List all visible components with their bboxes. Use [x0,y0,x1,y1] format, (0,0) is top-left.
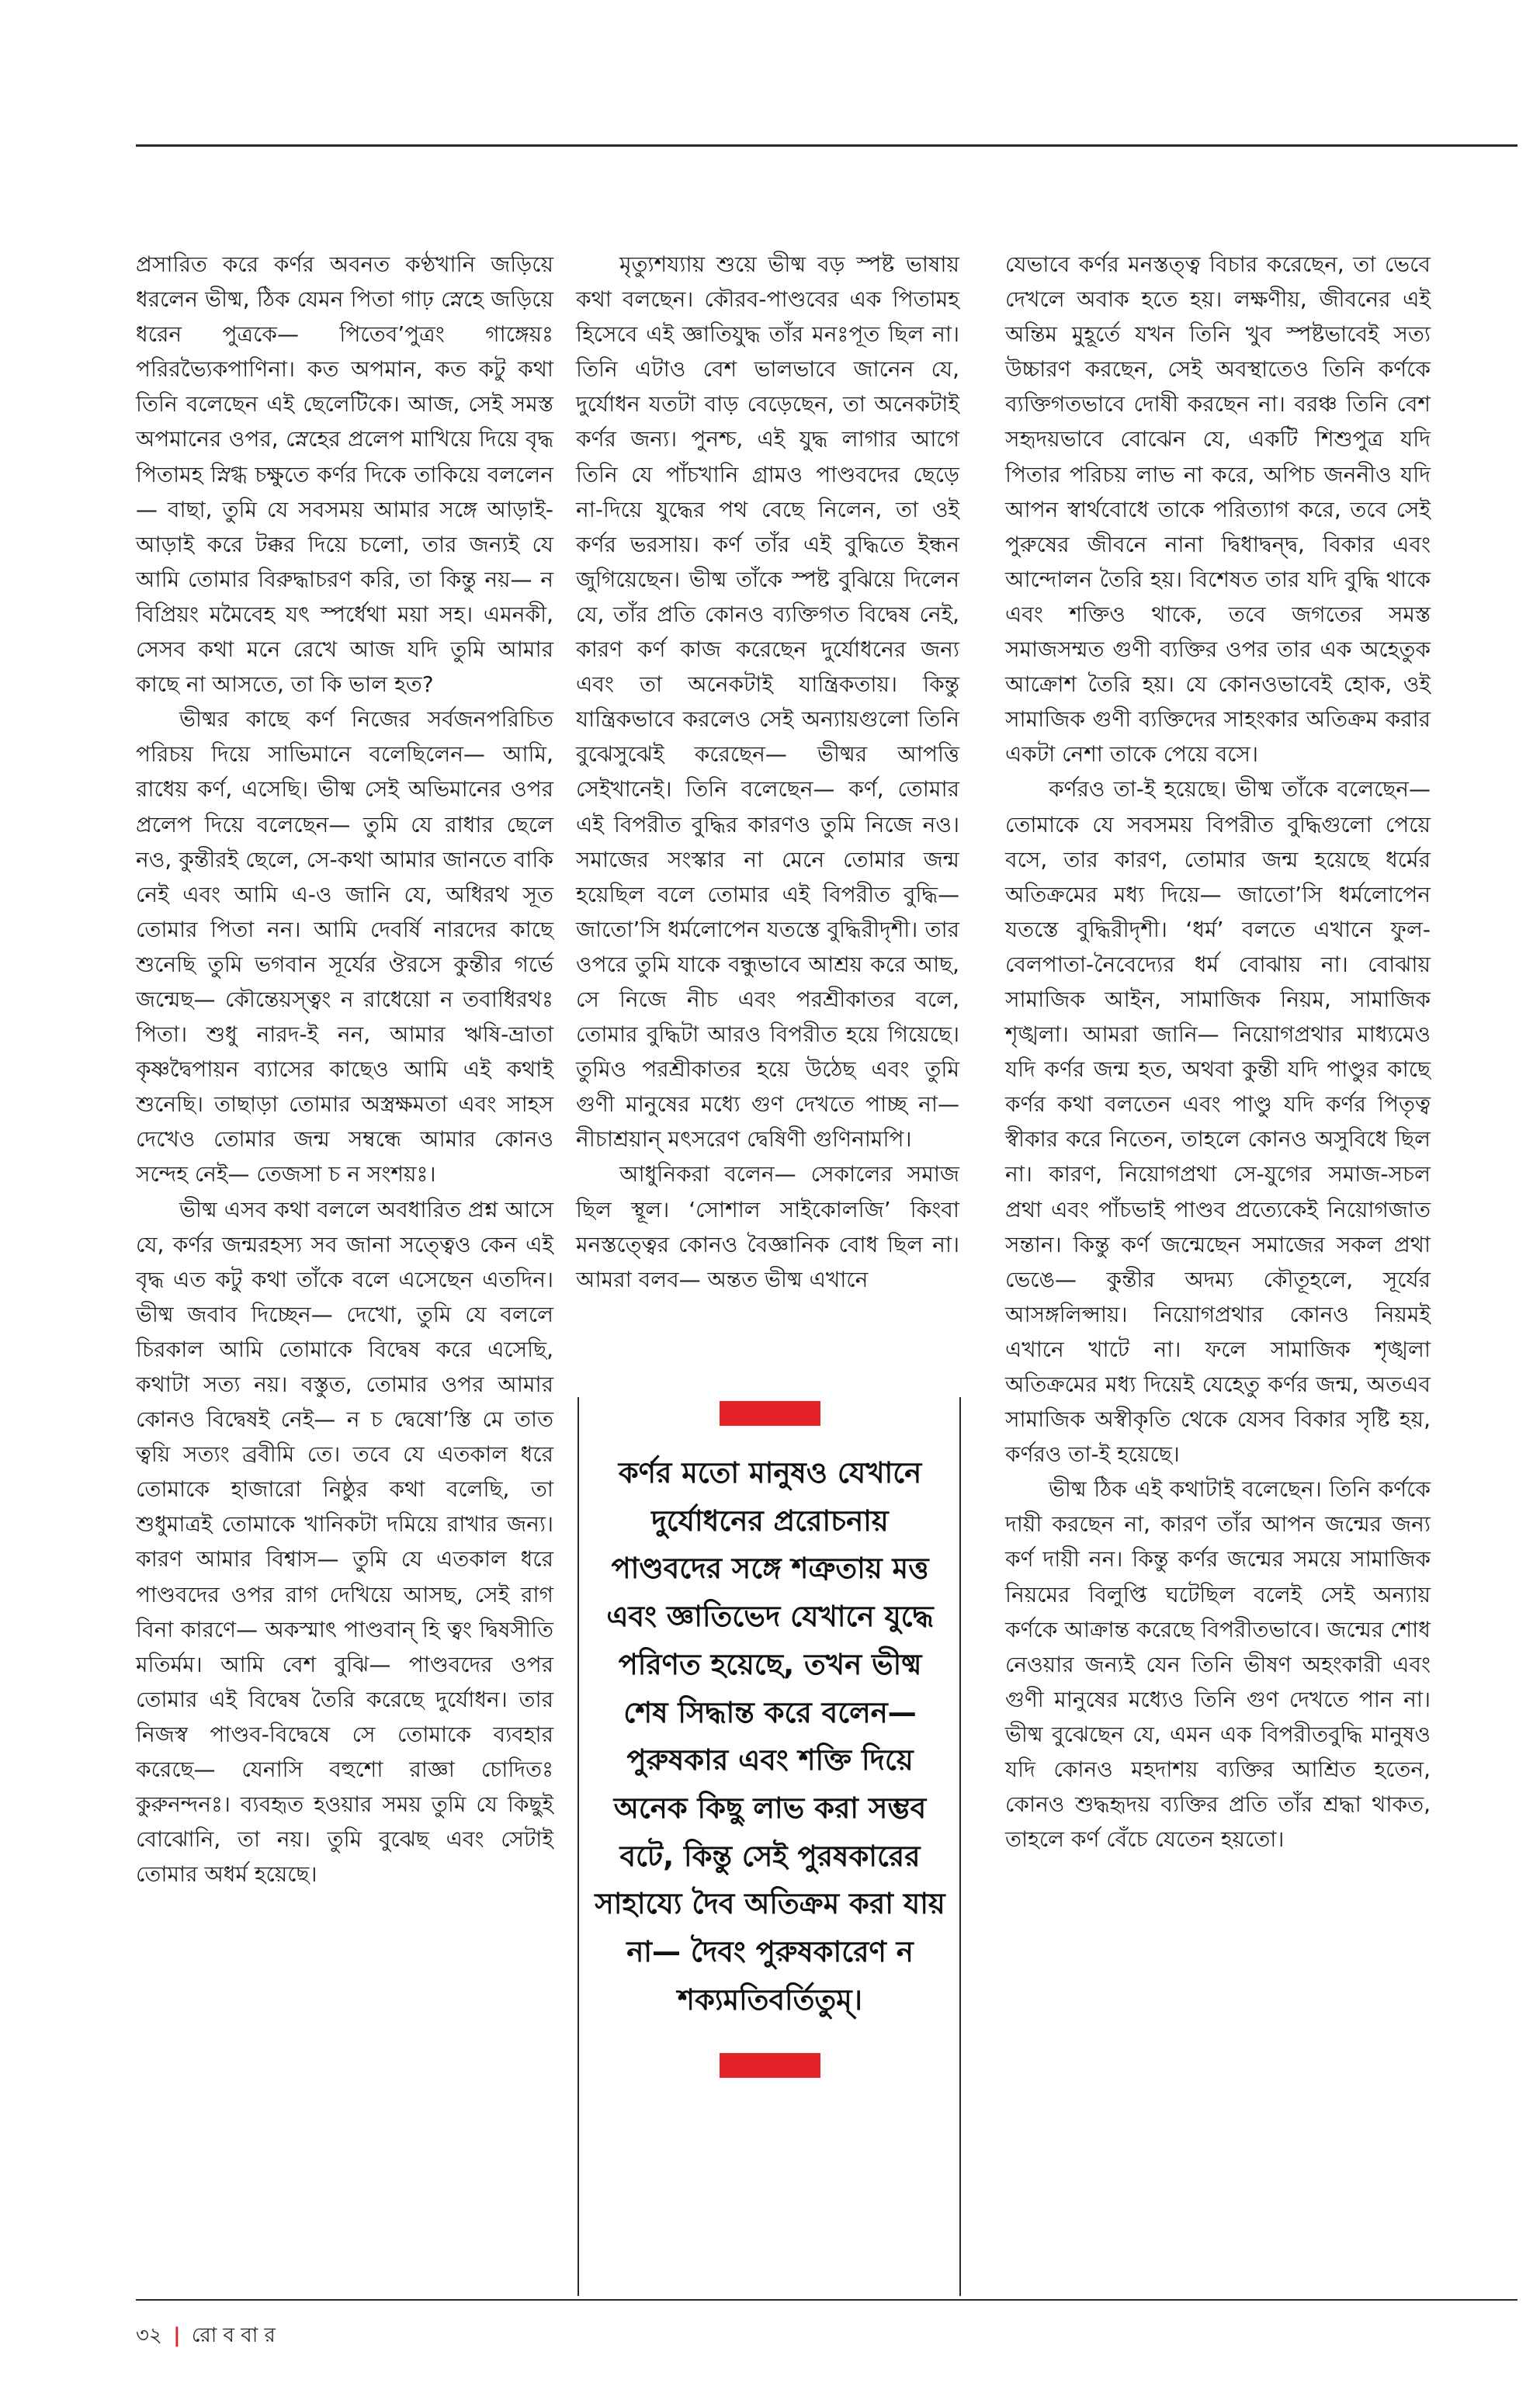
page-footer [136,2319,276,2353]
article-column-3 [1005,247,1431,1857]
magazine-name: রো ব বা র [191,2324,276,2347]
pull-quote-bottom-accent-bar [720,2053,820,2078]
folio-separator: | [173,2324,181,2347]
col3-paragraph-3: ভীষ্ম ঠিক এই কথাটাই বলেছেন। তিনি কর্ণকে দায়ী করছেন না, কারণ তাঁর আপন জন্মের জন্য কর্ণ দায়ী নন। কিন্তু কর্ণর জন্মের সময়ে সামাজিক নিয়মের বিলুপ্তি ঘটেছিল বলেই সেই অন্যায় কর্ণকে আক্রান্ত করেছে বিপরীতভাবে। জন্মের শোধ নেওয়ার জন্যই যেন তিনি ভীষণ অহংকারী এবং গুণী মানুষের মধ্যেও তিনি গুণ দেখতে পান না। ভীষ্ম বুঝেছেন যে, এমন এক বিপরীতবুদ্ধি মানুষও যদি কোনও মহদাশয় ব্যক্তির আশ্রিত হতেন, কোনও শুদ্ধহৃদয় ব্যক্তির প্রতি তাঁর শ্রদ্ধা থাকত, তাহলে কর্ণ বেঁচে যেতেন হয়তো। [1005,1476,1431,1853]
top-rule [136,144,1517,147]
article-column-2 [576,247,959,1297]
pull-quote-top-accent-bar [720,1401,820,1426]
col3-paragraph-1: যেভাবে কর্ণর মনস্তত্ত্ব বিচার করেছেন, তা ভেবে দেখলে অবাক হতে হয়। লক্ষণীয়, জীবনের এই অন্তিম মুহূর্তে যখন তিনি খুব স্পষ্টভাবেই সত্য উচ্চারণ করছেন, সেই অবস্থাতেও তিনি কর্ণকে ব্যক্তিগতভাবে দোষী করছেন না। বরঞ্চ তিনি বেশ সহৃদয়ভাবে বোঝেন যে, একটি শিশুপুত্র যদি পিতার পরিচয় লাভ না করে, অপিচ জননীও যদি আপন স্বার্থবোধে তাকে পরিত্যাগ করে, তবে সেই পুরুষের জীবনে নানা দ্বিধাদ্বন্দ্ব, বিকার এবং আন্দোলন তৈরি হয়। বিশেষত তার যদি বুদ্ধি থাকে এবং শক্তিও থাকে, তবে জগতের সমস্ত সমাজসম্মত গুণী ব্যক্তির ওপর তার এক অহেতুক আক্রোশ তৈরি হয়। যে কোনওভাবেই হোক, ওই সামাজিক গুণী ব্যক্তিদের সাহংকার অতিক্রম করার একটা নেশা তাকে পেয়ে বসে। [1005,251,1431,768]
col1-paragraph-1: প্রসারিত করে কর্ণর অবনত কণ্ঠখানি জড়িয়ে ধরলেন ভীষ্ম, ঠিক যেমন পিতা গাঢ় স্নেহে জড়িয়ে ধরেন পুত্রকে— পিতেব’পুত্রং গাঙ্গেয়ঃ পরিরভ্যৈকপাণিনা। কত অপমান, কত কটু কথা তিনি বলেছেন এই ছেলেটিকে। আজ, সেই সমস্ত অপমানের ওপর, স্নেহের প্রলেপ মাখিয়ে দিয়ে বৃদ্ধ পিতামহ স্নিগ্ধ চক্ষুতে কর্ণর দিকে তাকিয়ে বললেন— বাছা, তুমি যে সবসময় আমার সঙ্গে আড়াই-আড়াই করে টক্কর দিয়ে চলো, তার জন্যই যে আমি তোমার বিরুদ্ধাচরণ করি, তা কিন্তু নয়— ন বিপ্রিয়ং মমৈবেহ যৎ স্পর্ধেথা ময়া সহ। এমনকী, সেসব কথা মনে রেখে আজ যদি তুমি আমার কাছে না আসতে, তা কি ভাল হত? [136,251,553,698]
col1-paragraph-3: ভীষ্ম এসব কথা বললে অবধারিত প্রশ্ন আসে যে, কর্ণর জন্মরহস্য সব জানা সত্ত্বেও কেন এই বৃদ্ধ এত কটু কথা তাঁকে বলে এসেছেন এতদিন। ভীষ্ম জবাব দিচ্ছেন— দেখো, তুমি যে বললে চিরকাল আমি তোমাকে বিদ্বেষ করে এসেছি, কথাটা সত্য নয়। বস্তুত, তোমার ওপর আমার কোনও বিদ্বেষই নেই— ন চ দ্বেষো’স্তি মে তাত ত্বয়ি সত্যং ব্রবীমি তে। তবে যে এতকাল ধরে তোমাকে হাজারো নিষ্ঠুর কথা বলেছি, তা শুধুমাত্রই তোমাকে খানিকটা দমিয়ে রাখার জন্য। কারণ আমার বিশ্বাস— তুমি যে এতকাল ধরে পাণ্ডবদের ওপর রাগ দেখিয়ে আসছ, সেই রাগ বিনা কারণে— অকস্মাৎ পাণ্ডবান্ হি ত্বং দ্বিষসীতি মতির্মম। আমি বেশ বুঝি— পাণ্ডবদের ওপর তোমার এই বিদ্বেষ তৈরি করেছে দুর্যোধন। তার নিজস্ব পাণ্ডব-বিদ্বেষে সে তোমাকে ব্যবহার করেছে— যেনাসি বহুশো রাজ্ঞা চোদিতঃ কুরুনন্দনঃ। ব্যবহৃত হওয়ার সময় তুমি যে কিছুই বোঝোনি, তা নয়। তুমি বুঝেছ এবং সেটাই তোমার অধর্ম হয়েছে। [136,1196,553,1888]
pull-quote-left-divider [578,1397,579,2296]
col2-paragraph-2: আধুনিকরা বলেন— সেকালের সমাজ ছিল স্থূল। ‘সোশাল সাইকোলজি’ কিংবা মনস্তত্ত্বের কোনও বৈজ্ঞানিক বোধ ছিল না। আমরা বলব— অন্তত ভীষ্ম এখানে [576,1161,959,1292]
pull-quote-text: কর্ণর মতো মানুষও যেখানে দুর্যোধনের প্ররোচনায় পাণ্ডবদের সঙ্গে শত্রুতায় মত্ত এবং জ্ঞাতিভেদ যেখানে যুদ্ধে পরিণত হয়েছে, তখন ভীষ্ম শেষ সিদ্ধান্ত করে বলেন— পুরুষকার এবং শক্তি দিয়ে অনেক কিছু লাভ করা সম্ভব বটে, কিন্তু সেই পুরষকারের সাহায্যে দৈব অতিক্রম করা যায় না— দৈবং পুরুষকারেণ ন শক্যমতিবর্তিতুম্। [595,1456,945,2017]
article-column-1 [136,247,553,1892]
col2-paragraph-1: মৃত্যুশয্যায় শুয়ে ভীষ্ম বড় স্পষ্ট ভাষায় কথা বলছেন। কৌরব-পাণ্ডবের এক পিতামহ হিসেবে এই জ্ঞাতিযুদ্ধ তাঁর মনঃপূত ছিল না। তিনি এটাও বেশ ভালভাবে জানেন যে, দুর্যোধন যতটা বাড় বেড়েছেন, তা অনেকটাই কর্ণর জন্য। পুনশ্চ, এই যুদ্ধ লাগার আগে তিনি যে পাঁচখানি গ্রামও পাণ্ডবদের ছেড়ে না-দিয়ে যুদ্ধের পথ বেছে নিলেন, তা ওই কর্ণর ভরসায়। কর্ণ তাঁর এই বুদ্ধিতে ইন্ধন জুগিয়েছেন। ভীষ্ম তাঁকে স্পষ্ট বুঝিয়ে দিলেন যে, তাঁর প্রতি কোনও ব্যক্তিগত বিদ্বেষ নেই, কারণ কর্ণ কাজ করেছেন দুর্যোধনের জন্য এবং তা অনেকটাই যান্ত্রিকতায়। কিন্তু যান্ত্রিকভাবে করলেও সেই অন্যায়গুলো তিনি বুঝেসুঝেই করেছেন— ভীষ্মর আপত্তি সেইখানেই। তিনি বলেছেন— কর্ণ, তোমার এই বিপরীত বুদ্ধির কারণও তুমি নিজে নও। সমাজের সংস্কার না মেনে তোমার জন্ম হয়েছিল বলে তোমার এই বিপরীত বুদ্ধি—জাতো’সি ধর্মলোপেন যতস্তে বুদ্ধিরীদৃশী। তার ওপরে তুমি যাকে বন্ধুভাবে আশ্রয় করে আছ, সে নিজে নীচ এবং পরশ্রীকাতর বলে, তোমার বুদ্ধিটা আরও বিপরীত হয়ে গিয়েছে। তুমিও পরশ্রীকাতর হয়ে উঠেছ এবং তুমি গুণী মানুষের মধ্যে গুণ দেখতে পাচ্ছ না— নীচাশ্রয়ান্ মৎসরেণ দ্বেষিণী গুণিনামপি। [576,251,960,1153]
page-number: ৩২ [136,2324,162,2347]
pull-quote-right-divider [959,1397,961,2296]
col1-paragraph-2: ভীষ্মর কাছে কর্ণ নিজের সর্বজনপরিচিত পরিচয় দিয়ে সাভিমানে বলেছিলেন— আমি, রাধেয় কর্ণ, এসেছি। ভীষ্ম সেই অভিমানের ওপর প্রলেপ দিয়ে বলেছেন— তুমি যে রাধার ছেলে নও, কুন্তীরই ছেলে, সে-কথা আমার জানতে বাকি নেই এবং আমি এ-ও জানি যে, অধিরথ সূত তোমার পিতা নন। আমি দেবর্ষি নারদের কাছে শুনেছি তুমি ভগবান সূর্যের ঔরসে কুন্তীর গর্ভে জন্মেছ— কৌন্তেয়স্ত্বং ন রাধেয়ো ন তবাধিরথঃ পিতা। শুধু নারদ-ই নন, আমার ঋষি-ভ্রাতা কৃষ্ণদ্বৈপায়ন ব্যাসের কাছেও আমি এই কথাই শুনেছি। তাছাড়া তোমার অস্ত্রক্ষমতা এবং সাহস দেখেও তোমার জন্ম সম্বন্ধে আমার কোনও সন্দেহ নেই— তেজসা চ ন সংশয়ঃ। [136,706,553,1188]
bottom-rule [136,2299,1517,2301]
col3-paragraph-2: কর্ণরও তা-ই হয়েছে। ভীষ্ম তাঁকে বলেছেন— তোমাকে যে সবসময় বিপরীত বুদ্ধিগুলো পেয়ে বসে, তার কারণ, তোমার জন্ম হয়েছে ধর্মের অতিক্রমের মধ্য দিয়ে— জাতো’সি ধর্মলোপেন যতস্তে বুদ্ধিরীদৃশী। ‘ধর্ম’ বলতে এখানে ফুল-বেলপাতা-নৈবেদ্যের ধর্ম বোঝায় না। বোঝায় সামাজিক আইন, সামাজিক নিয়ম, সামাজিক শৃঙ্খলা। আমরা জানি— নিয়োগপ্রথার মাধ্যমেও যদি কর্ণর জন্ম হত, অথবা কুন্তী যদি পাণ্ডুর কাছে কর্ণর কথা বলতেন এবং পাণ্ডু যদি কর্ণর পিতৃত্ব স্বীকার করে নিতেন, তাহলে কোনও অসুবিধে ছিল না। কারণ, নিয়োগপ্রথা সে-যুগের সমাজ-সচল প্রথা এবং পাঁচভাই পাণ্ডব প্রত্যেকেই নিয়োগজাত সন্তান। কিন্তু কর্ণ জন্মেছেন সমাজের সকল প্রথা ভেঙে— কুন্তীর অদম্য কৌতূহলে, সূর্যের আসঙ্গলিপ্সায়। নিয়োগপ্রথার কোনও নিয়মই এখানে খাটে না। ফলে সামাজিক শৃঙ্খলা অতিক্রমের মধ্য দিয়েই যেহেতু কর্ণর জন্ম, অতএব সামাজিক অস্বীকৃতি থেকে যেসব বিকার সৃষ্টি হয়, কর্ণরও তা-ই হয়েছে। [1005,776,1431,1468]
pull-quote [591,1401,949,2078]
